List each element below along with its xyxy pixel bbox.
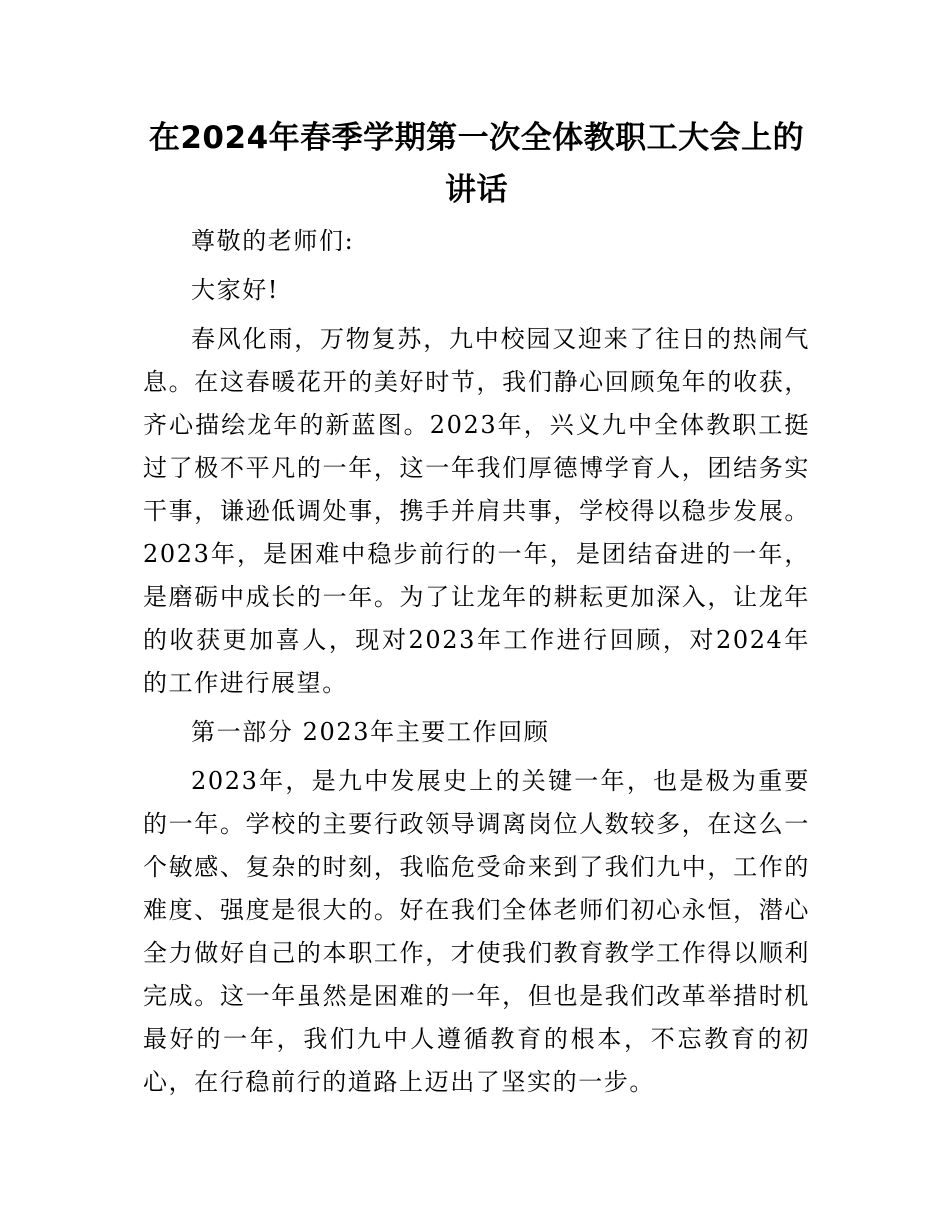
section-heading: 第一部分 2023年主要工作回顾 bbox=[191, 718, 550, 746]
intro-paragraph: 春风化雨，万物复苏，九中校园又迎来了往日的热闹气息。在这春暖花开的美好时节，我们静心回顾兔年的收获，齐心描绘龙年的新蓝图。2023年，兴义九中全体教职工挺过了极不平凡的一年，这一年我们厚德博学育人，团结务实干事，谦逊低调处事，携手并肩共事，学校得以稳步发展。2023年，是困难中稳步前行的一年，是团结奋进的一年，是磨砺中成长的一年。为了让龙年的耕耘更加深入，让龙年的收获更加喜人，现对2023年工作进行回顾，对2024年的工作进行展望。 bbox=[143, 325, 810, 697]
review-paragraph: 2023年，是九中发展史上的关键一年，也是极为重要的一年。学校的主要行政领导调离岗位人数较多，在这么一个敏感、复杂的时刻，我临危受命来到了我们九中，工作的难度、强度是很大的。好在我们全体老师们初心永恒，潜心全力做好自己的本职工作，才使我们教育教学工作得以顺利完成。这一年虽然是困难的一年，但也是我们改革举措时机最好的一年，我们九中人遵循教育的根本，不忘教育的初心，在行稳前行的道路上迈出了坚实的一步。 bbox=[143, 767, 810, 1096]
document-title: 在2024年春季学期第一次全体教职工大会上的讲话 bbox=[148, 120, 805, 208]
document-page bbox=[143, 112, 810, 1104]
salutation: 尊敬的老师们: bbox=[191, 227, 355, 255]
greeting: 大家好! bbox=[191, 276, 280, 304]
